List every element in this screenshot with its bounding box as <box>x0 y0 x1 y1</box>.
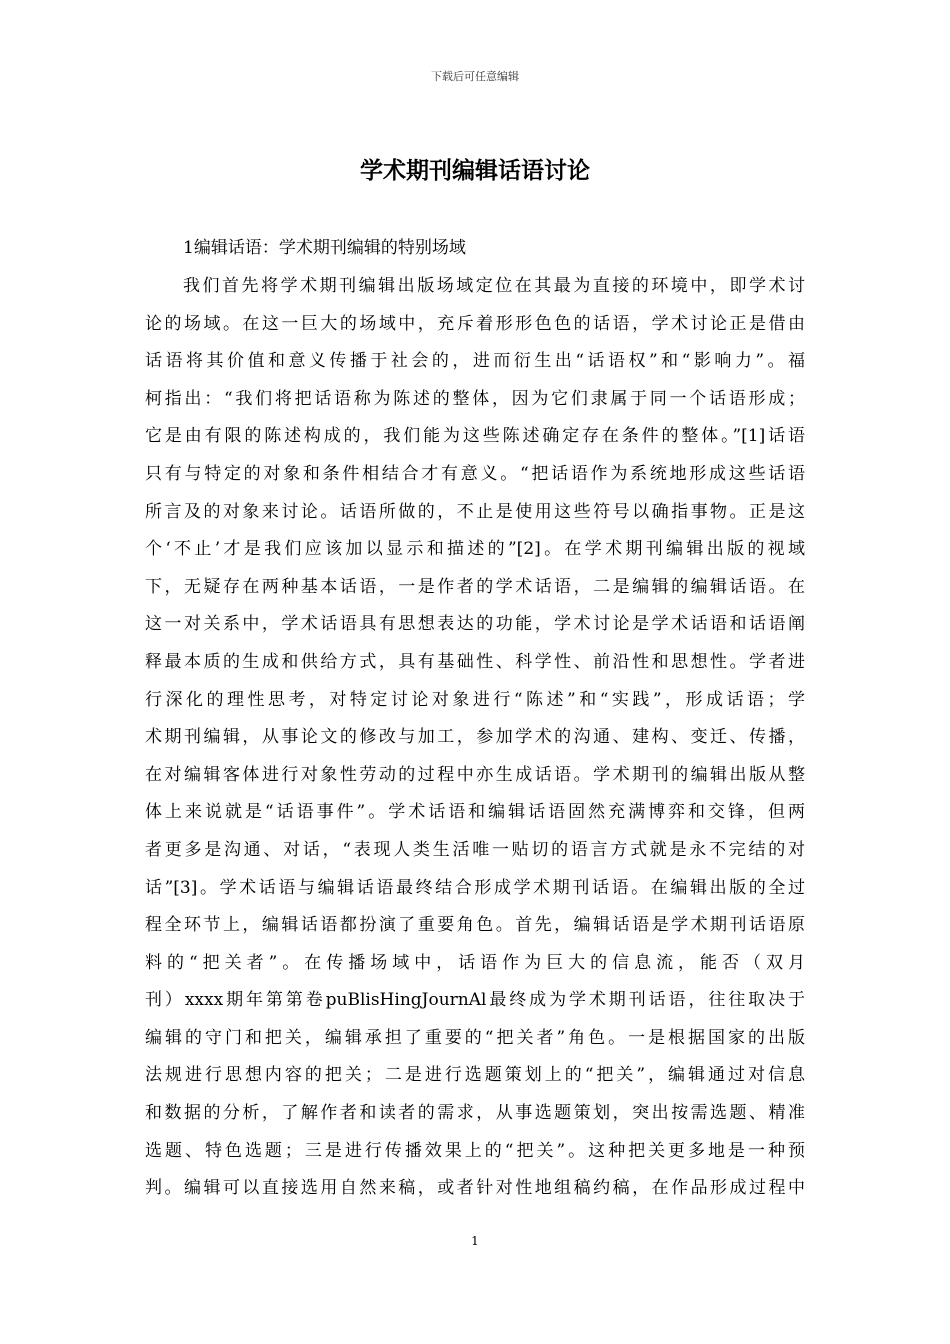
body-line: 术期刊编辑，从事论文的修改与加工，参加学术的沟通、建构、变迁、传播， <box>145 727 805 748</box>
body-line: 话语将其价值和意义传播于社会的，进而衍生出“话语权”和“影响力”。福 <box>145 351 805 372</box>
body-line: 论的场域。在这一巨大的场域中，充斥着形形色色的话语，学术讨论正是借由 <box>145 313 805 334</box>
document-title: 学术期刊编辑话语讨论 <box>360 158 590 184</box>
body-line: 下，无疑存在两种基本话语，一是作者的学术话语，二是编辑的编辑话语。在 <box>145 576 805 597</box>
body-line: 在对编辑客体进行对象性劳动的过程中亦生成话语。学术期刊的编辑出版从整 <box>145 764 805 785</box>
body-paragraph <box>145 268 805 1208</box>
body-line: 程全环节上，编辑话语都扮演了重要角色。首先，编辑话语是学术期刊话语原 <box>145 915 805 936</box>
body-line: 刊）xxxx期年第第卷puBlisHingJournAl最终成为学术期刊话语，往往取决于 <box>145 990 805 1011</box>
body-line: 料的“把关者”。在传播场域中，话语作为巨大的信息流，能否（双月 <box>145 952 805 973</box>
body-line: 个‘不止’才是我们应该加以显示和描述的”[2]。在学术期刊编辑出版的视域 <box>145 539 805 560</box>
body-line: 话”[3]。学术话语与编辑话语最终结合形成学术期刊话语。在编辑出版的全过 <box>145 877 805 898</box>
body-line: 这一对关系中，学术话语具有思想表达的功能，学术讨论是学术话语和话语阐 <box>145 614 805 635</box>
body-line: 法规进行思想内容的把关；二是进行选题策划上的“把关”，编辑通过对信息 <box>145 1065 805 1086</box>
body-line: 和数据的分析，了解作者和读者的需求，从事选题策划，突出按需选题、精准 <box>145 1103 805 1124</box>
body-line: 释最本质的生成和供给方式，具有基础性、科学性、前沿性和思想性。学者进 <box>145 651 805 672</box>
body-line: 我们首先将学术期刊编辑出版场域定位在其最为直接的环境中，即学术讨 <box>183 276 805 296</box>
body-line: 选题、特色选题；三是进行传播效果上的“把关”。这种把关更多地是一种预 <box>145 1140 805 1161</box>
body-line: 者更多是沟通、对话，“表现人类生活唯一贴切的语言方式就是永不完结的对 <box>145 839 805 860</box>
body-line: 所言及的对象来讨论。话语所做的，不止是使用这些符号以确指事物。正是这 <box>145 501 805 522</box>
body-line: 柯指出：“我们将把话语称为陈述的整体，因为它们隶属于同一个话语形成； <box>145 388 805 409</box>
body-line: 行深化的理性思考，对特定讨论对象进行“陈述”和“实践”，形成话语；学 <box>145 689 805 710</box>
header-note: 下载后可任意编辑 <box>431 70 519 83</box>
body-line: 体上来说就是“话语事件”。学术话语和编辑话语固然充满博弈和交锋，但两 <box>145 802 805 823</box>
body-line: 它是由有限的陈述构成的，我们能为这些陈述确定存在条件的整体。”[1]话语 <box>145 426 805 447</box>
body-line: 编辑的守门和把关，编辑承担了重要的“把关者”角色。一是根据国家的出版 <box>145 1027 805 1048</box>
body-line: 只有与特定的对象和条件相结合才有意义。“把话语作为系统地形成这些话语 <box>145 463 805 484</box>
section-heading: 1编辑话语：学术期刊编辑的特别场域 <box>183 238 466 258</box>
body-line: 判。编辑可以直接选用自然来稿，或者针对性地组稿约稿，在作品形成过程中 <box>145 1178 805 1199</box>
page-number: 1 <box>471 1234 479 1248</box>
